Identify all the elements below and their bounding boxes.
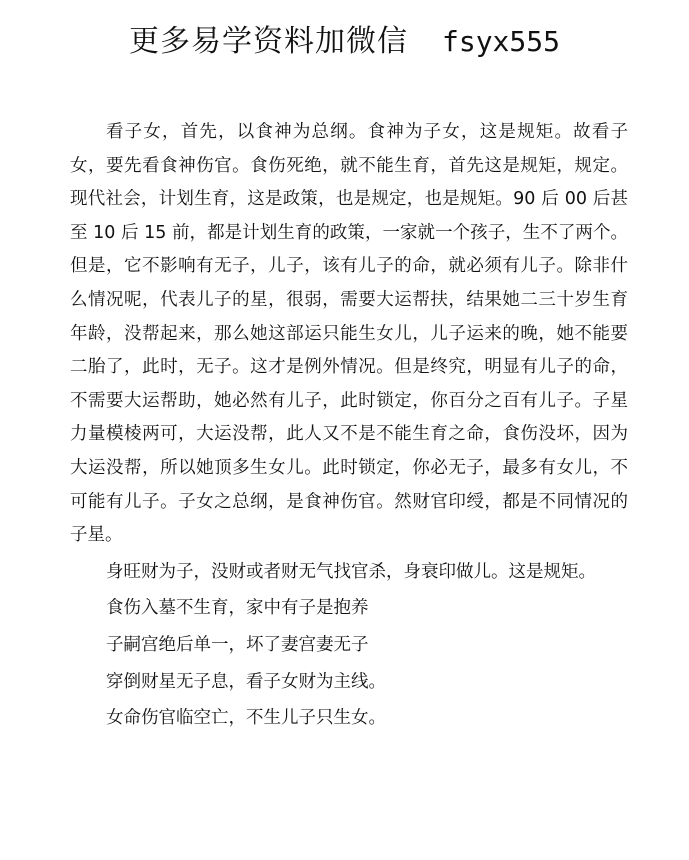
header-wechat-id: fsyx555 [441,25,560,58]
page-header [0,18,689,66]
paragraph-children-overview: 看子女，首先，以食神为总纲。食神为子女，这是规矩。故看子女，要先看食神伤官。食伤死绝，就不能生育，首先这是规矩，规定。现代社会，计划生育，这是政策，也是规定，也是规矩。90 后 00 后甚至 10 后 15 前，都是计划生育的政策，一家就一个孩子，生不了两个。但是，它不影响有无子，儿子，该有儿子的命，就必须有儿子。除非什么情况呢，代表儿子的星，很弱，需要大运帮扶，结果她二三十岁生育年龄，没帮起来，那么她这部运只能生女儿，儿子运来的晚，她不能要二胎了，此时，无子。这才是例外情况。但是终究，明显有儿子的命，不需要大运帮助，她必然有儿子，此时锁定，你百分之百有儿子。子星力量模棱两可，大运没帮，此人又不是不能生育之命，食伤没坏，因为大运没帮，所以她顶多生女儿。此时锁定，你必无子，最多有女儿，不可能有儿子。子女之总纲，是食神伤官。然财官印绶，都是不同情况的子星。 [70,122,628,546]
header-title: 更多易学资料加微信 [128,24,408,59]
verse-line-3: 子嗣宫绝后单一，坏了妻宫妻无子 [106,634,369,655]
article-body [70,116,628,736]
verse-line-1: 身旺财为子，没财或者财无气找官杀，身衰印做儿。这是规矩。 [106,561,596,582]
verse-line-2: 食伤入墓不生育，家中有子是抱养 [106,598,369,619]
verse-line-5: 女命伤官临空亡，不生儿子只生女。 [106,708,386,729]
verse-line-4: 穿倒财星无子息，看子女财为主线。 [106,671,386,692]
